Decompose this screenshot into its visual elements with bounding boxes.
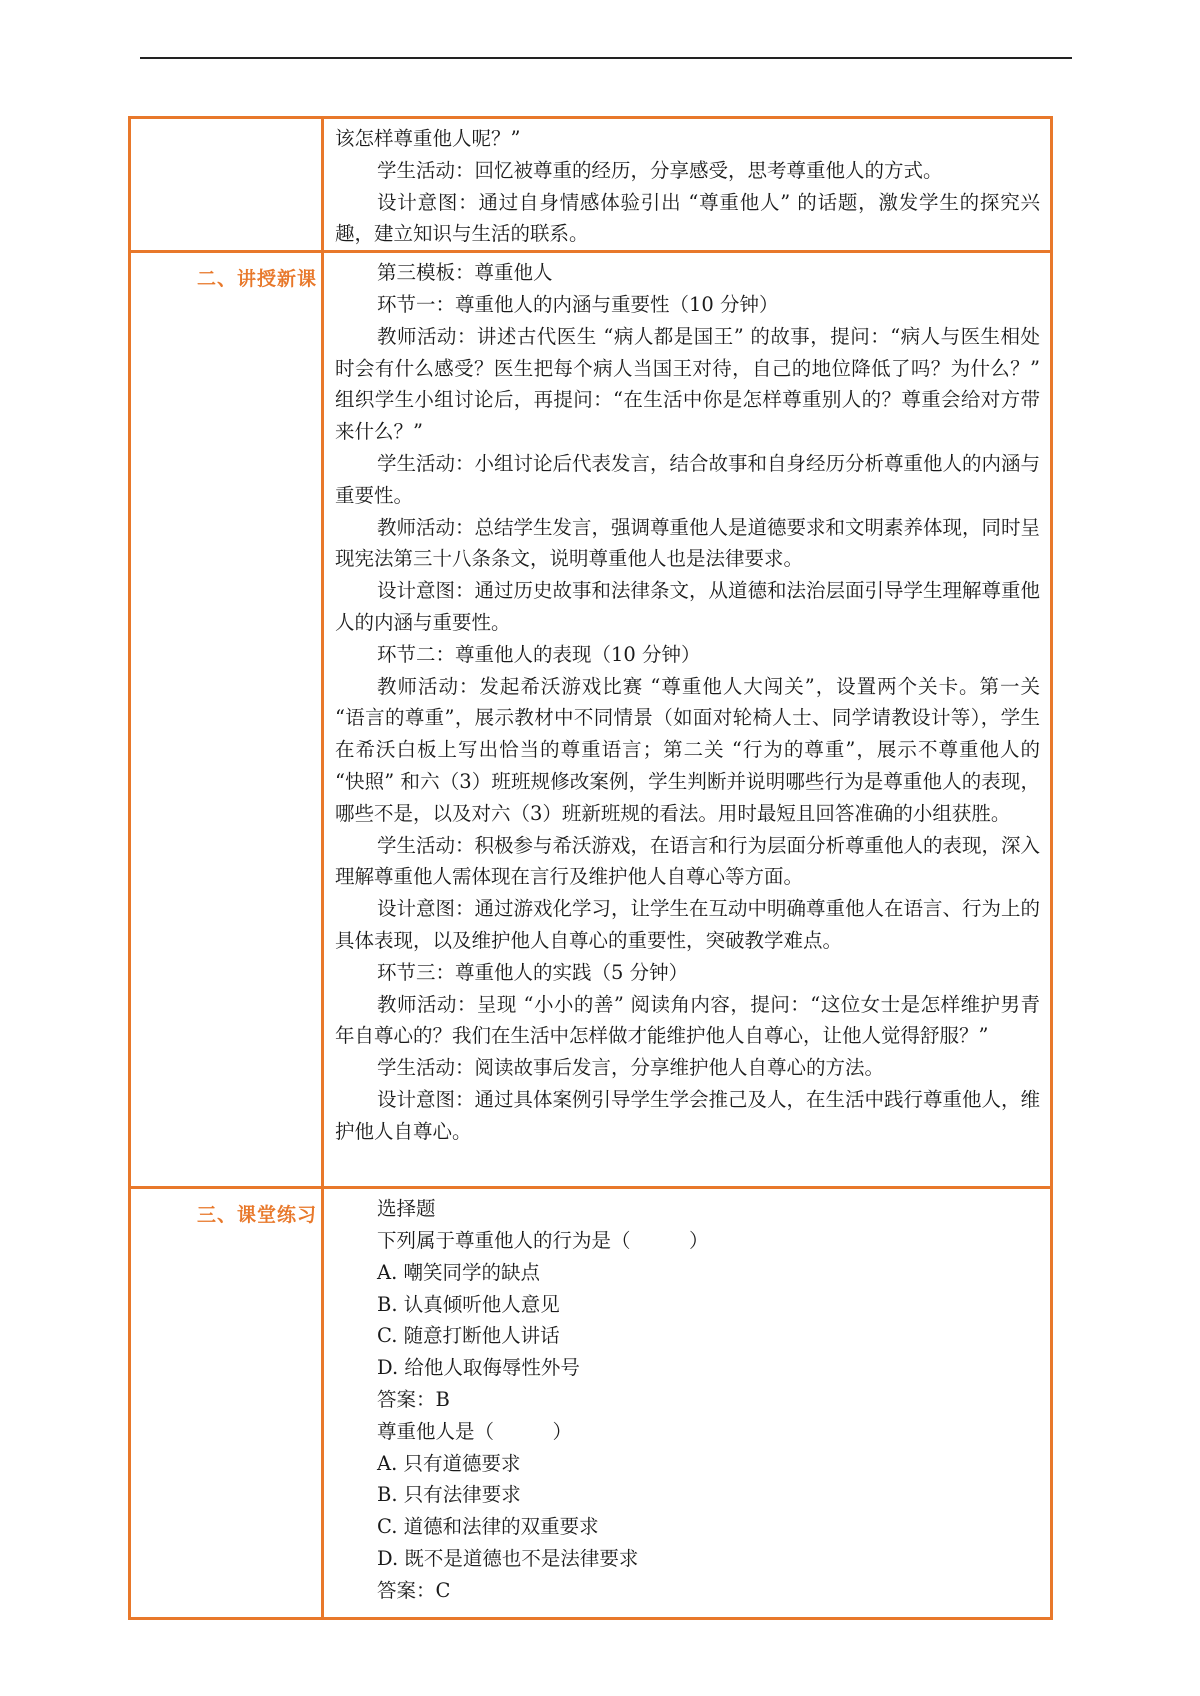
paragraph: 选择题 [377, 1197, 436, 1221]
paragraph: 环节一：尊重他人的内涵与重要性（10 分钟） [377, 292, 779, 316]
paragraph: C. 道德和法律的双重要求 [377, 1515, 599, 1539]
paragraph: 教师活动：总结学生发言，强调尊重他人是道德要求和文明素养体现，同时呈现宪法第三十八条条文，说明尊重他人也是法律要求。 [335, 515, 1041, 571]
paragraph: A. 嘲笑同学的缺点 [377, 1260, 540, 1284]
section-label-cell [130, 252, 323, 1188]
paragraph: 学生活动：小组讨论后代表发言，结合故事和自身经历分析尊重他人的内涵与重要性。 [335, 451, 1041, 507]
paragraph: D. 给他人取侮辱性外号 [377, 1356, 580, 1380]
paragraph: 环节二：尊重他人的表现（10 分钟） [377, 642, 701, 666]
paragraph: 学生活动：积极参与希沃游戏，在语言和行为层面分析尊重他人的表现，深入理解尊重他人需体现在言行及维护他人自尊心等方面。 [335, 833, 1041, 889]
paragraph: 答案：C [377, 1578, 451, 1602]
section-label-cell [130, 1188, 323, 1619]
paragraph: 教师活动：呈现 “小小的善” 阅读角内容，提问：“这位女士是怎样维护男青年自尊心的？我们在生活中怎样做才能维护他人自尊心，让他人觉得舒服？” [335, 992, 1040, 1048]
paragraph: 该怎样尊重他人呢？” [335, 127, 521, 150]
paragraph: B. 只有法律要求 [377, 1483, 521, 1507]
paragraph: D. 既不是道德也不是法律要求 [377, 1546, 639, 1570]
paragraph: 下列属于尊重他人的行为是（ ） [377, 1228, 709, 1252]
paragraph: 学生活动：阅读故事后发言，分享维护他人自尊心的方法。 [377, 1056, 885, 1080]
paragraph: B. 认真倾听他人意见 [377, 1292, 560, 1316]
header-rule [140, 57, 1072, 59]
section-label-cell [130, 118, 323, 252]
paragraph: 第三模板：尊重他人 [377, 261, 553, 285]
section-label: 三、课堂练习 [196, 1204, 317, 1227]
paragraph: 学生活动：回忆被尊重的经历，分享感受，思考尊重他人的方式。 [377, 158, 943, 182]
paragraph: 教师活动：发起希沃游戏比赛 “尊重他人大闯关”，设置两个关卡。第一关 “语言的尊重”，展示教材中不同情景（如面对轮椅人士、同学请教设计等），学生在希沃白板上写出恰当的尊重语言；第二关 “行为的尊重”，展示不尊重他人的 “快照” 和六（3）班班规修改案例，学生判断并说明哪些行为是尊重他人的表现，哪些不是，以及对六（3）班新班规的看法。用时最短且回答准确的小组获胜。 [335, 674, 1040, 825]
paragraph: 答案：B [377, 1387, 450, 1411]
paragraph: C. 随意打断他人讲话 [377, 1324, 560, 1348]
paragraph: 尊重他人是（ ） [377, 1419, 573, 1443]
table-row [130, 252, 1052, 1188]
paragraph: A. 只有道德要求 [377, 1451, 521, 1475]
paragraph: 设计意图：通过历史故事和法律条文，从道德和法治层面引导学生理解尊重他人的内涵与重要性。 [335, 579, 1041, 634]
paragraph: 环节三：尊重他人的实践（5 分钟） [377, 960, 689, 984]
section-content [323, 118, 1052, 252]
section-label: 二、讲授新课 [196, 268, 317, 291]
lesson-plan-table [128, 116, 1053, 1620]
paragraph: 设计意图：通过游戏化学习，让学生在互动中明确尊重他人在语言、行为上的具体表现，以及维护他人自尊心的重要性，突破教学难点。 [335, 897, 1041, 952]
paragraph: 教师活动：讲述古代医生 “病人都是国王” 的故事，提问：“病人与医生相处时会有什么感受？医生把每个病人当国王对待，自己的地位降低了吗？为什么？” 组织学生小组讨论后，再提问：“在生活中你是怎样尊重别人的？尊重会给对方带来什么？” [335, 324, 1040, 444]
paragraph: 设计意图：通过自身情感体验引出 “尊重他人” 的话题，激发学生的探究兴趣，建立知识与生活的联系。 [335, 190, 1040, 246]
section-content [323, 1188, 1052, 1619]
table-row [130, 1188, 1052, 1619]
section-content [323, 252, 1052, 1188]
paragraph: 设计意图：通过具体案例引导学生学会推己及人，在生活中践行尊重他人，维护他人自尊心。 [335, 1087, 1041, 1143]
table-row [130, 118, 1052, 252]
